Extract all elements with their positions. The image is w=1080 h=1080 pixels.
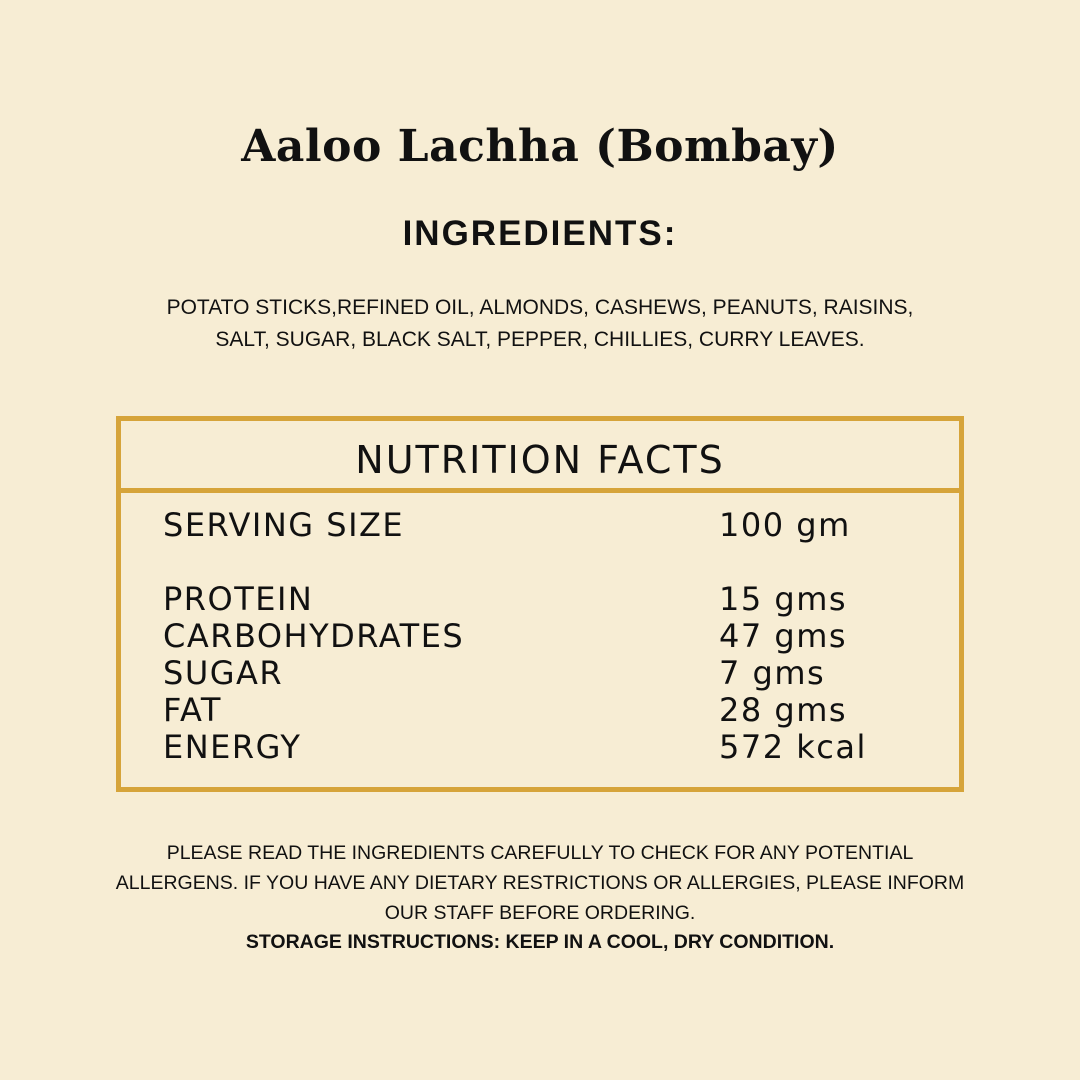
nutrient-value: 47 gms [719,617,848,655]
allergen-disclaimer [90,838,990,928]
nutrition-facts-heading: NUTRITION FACTS [121,421,959,493]
ingredients-list [140,292,940,356]
nutrient-label: SERVING SIZE [163,506,405,544]
nutrient-label: SUGAR [163,654,284,692]
nutrient-label: CARBOHYDRATES [163,617,465,655]
product-title: Aaloo Lachha (Bombay) [241,121,839,172]
ingredients-heading: INGREDIENTS: [402,214,678,253]
nutrient-value: 100 gm [719,506,851,544]
disclaimer-line: ALLERGENS. IF YOU HAVE ANY DIETARY RESTRICTIONS OR ALLERGIES, PLEASE INFORM [115,872,965,894]
disclaimer-line: OUR STAFF BEFORE ORDERING. [384,902,696,924]
nutrient-value: 15 gms [719,580,848,618]
nutrient-label: ENERGY [163,728,302,766]
nutrition-facts-panel [116,416,964,792]
ingredients-line: POTATO STICKS,REFINED OIL, ALMONDS, CASHEWS, PEANUTS, RAISINS, [166,296,914,319]
nutrient-value: 572 kcal [719,728,867,766]
ingredients-line: SALT, SUGAR, BLACK SALT, PEPPER, CHILLIES, CURRY LEAVES. [215,328,865,351]
disclaimer-line: PLEASE READ THE INGREDIENTS CAREFULLY TO CHECK FOR ANY POTENTIAL [166,842,914,864]
nutrient-value: 7 gms [719,654,826,692]
nutrient-label: PROTEIN [163,580,314,618]
nutrient-value: 28 gms [719,691,848,729]
nutrient-label: FAT [163,691,222,729]
storage-instructions: STORAGE INSTRUCTIONS: KEEP IN A COOL, DRY CONDITION. [245,931,835,953]
